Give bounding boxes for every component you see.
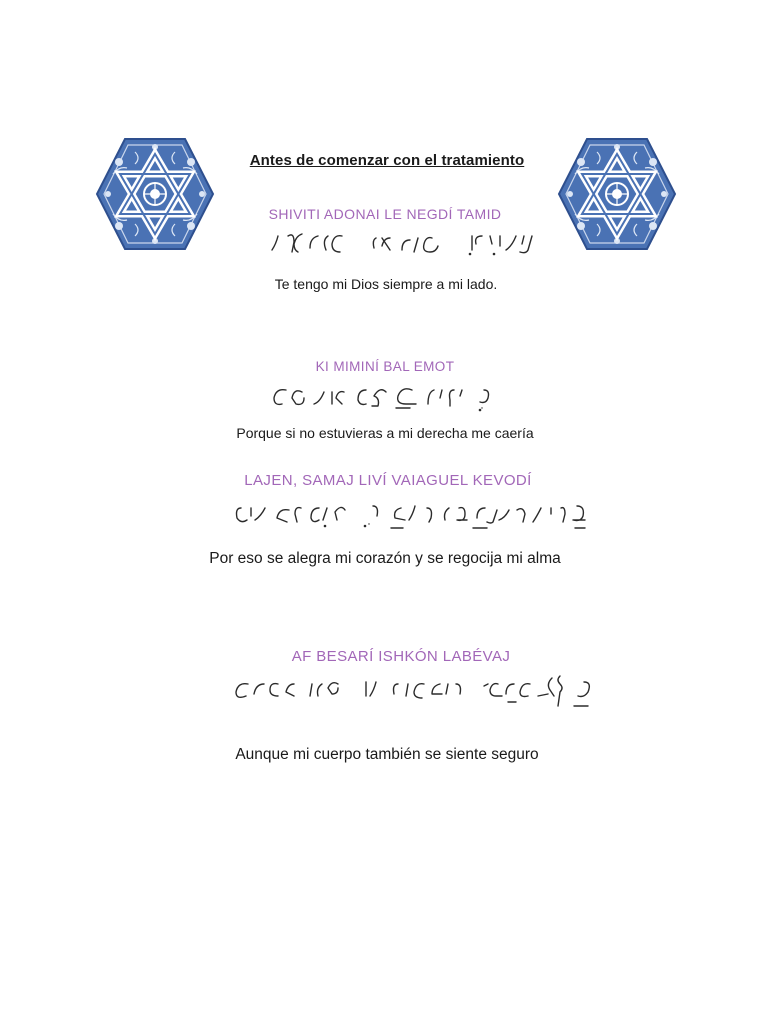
star-of-david-icon	[95, 134, 215, 254]
verse-1-translation: Te tengo mi Dios siempre a mi lado.	[274, 276, 498, 292]
verse-2-hebrew-handwriting	[262, 380, 494, 416]
verse-1-hebrew-handwriting	[232, 226, 542, 260]
verse-3-transliteration: LAJEN, SAMAJ LIVÍ VAIAGUEL KEVODÍ	[244, 472, 532, 489]
verse-2-transliteration: KI MIMINÍ BAL EMOT	[315, 359, 455, 374]
star-of-david-icon	[557, 134, 677, 254]
verse-3-translation: Por eso se alegra mi corazón y se regocija mi alma	[209, 550, 561, 567]
verse-1-transliteration: SHIVITI ADONAI LE NEGDÍ TAMID	[268, 206, 502, 222]
verse-2-translation: Porque si no estuvieras a mi derecha me caería	[236, 425, 534, 441]
verse-4-translation: Aunque mi cuerpo también se siente seguro	[235, 746, 539, 763]
page-title: Antes de comenzar con el tratamiento	[249, 152, 525, 169]
verse-3-hebrew-handwriting	[205, 496, 590, 536]
verse-4-hebrew-handwriting	[208, 670, 593, 716]
verse-4-transliteration: AF BESARÍ ISHKÓN LABÉVAJ	[291, 648, 511, 665]
